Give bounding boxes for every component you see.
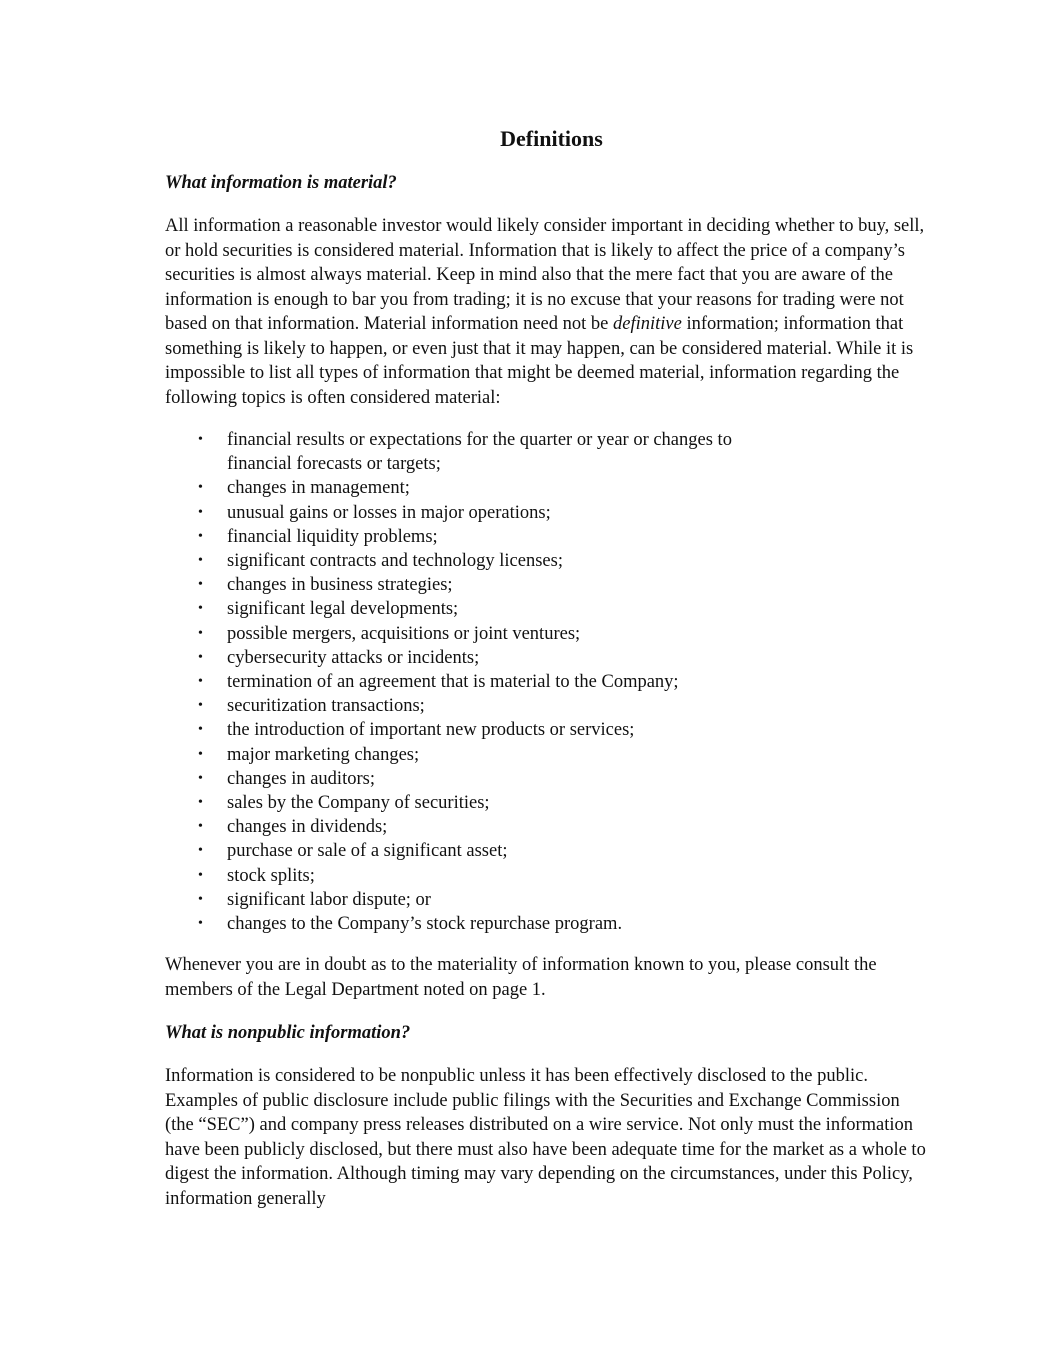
bullet-icon: • bbox=[198, 698, 203, 714]
list-item bbox=[165, 815, 930, 839]
list-item-text: changes in auditors; bbox=[227, 768, 375, 789]
bullet-icon: • bbox=[198, 819, 203, 835]
list-item bbox=[165, 646, 930, 670]
list-item-text: possible mergers, acquisitions or joint ventures; bbox=[227, 623, 581, 644]
bullet-icon: • bbox=[198, 504, 203, 520]
bullet-icon: • bbox=[198, 843, 203, 859]
list-item-text: cybersecurity attacks or incidents; bbox=[227, 647, 480, 668]
list-item-text: changes to the Company’s stock repurchase program. bbox=[227, 914, 623, 935]
list-item-text: significant labor dispute; or bbox=[227, 889, 431, 910]
paragraph-material-definition bbox=[165, 214, 930, 410]
list-item bbox=[165, 791, 930, 815]
list-item-text: significant legal developments; bbox=[227, 599, 459, 620]
list-item bbox=[165, 839, 930, 863]
paragraph-doubt-guidance: Whenever you are in doubt as to the materiality of information known to you, please consult the members of the Legal Department noted on page 1. bbox=[165, 955, 877, 1000]
list-item bbox=[165, 694, 930, 718]
list-item-text: termination of an agreement that is material to the Company; bbox=[227, 672, 679, 693]
list-item bbox=[165, 549, 930, 573]
list-item bbox=[165, 622, 930, 646]
list-item-text: changes in business strategies; bbox=[227, 575, 453, 596]
list-item bbox=[165, 718, 930, 742]
list-item bbox=[165, 743, 930, 767]
paragraph-nonpublic-definition: Information is considered to be nonpublic unless it has been effectively disclosed to the public. Examples of public disclosure include public filings with the Securities and Exchange Commission (the “SEC”) and company press releases distributed on a wire service. Not only must the information have been publicly disclosed, but there must also have been adequate time for the market as a whole to digest the information. Although timing may vary depending on the circumstances, under this Policy, information generally bbox=[165, 1066, 926, 1209]
list-item bbox=[165, 525, 930, 549]
list-item-text: the introduction of important new products or services; bbox=[227, 720, 635, 741]
list-item bbox=[165, 476, 930, 500]
list-item-text: major marketing changes; bbox=[227, 744, 420, 765]
bullet-icon: • bbox=[198, 480, 203, 496]
bullet-icon: • bbox=[198, 649, 203, 665]
list-item bbox=[165, 597, 930, 621]
list-item-text: changes in dividends; bbox=[227, 817, 388, 838]
section-heading-nonpublic: What is nonpublic information? bbox=[165, 1023, 411, 1044]
list-item bbox=[165, 670, 930, 694]
material-topics-list bbox=[165, 428, 930, 936]
paragraph-lead-text: All information a reasonable investor would likely consider important in deciding whether to buy, sell, or hold securities is considered material. Information that is likely to affect the price of a company’s securities is almost always material. Keep in mind also that the mere fact that you are aware of the information is enough to bar you from trading; it is no excuse that your reasons for trading were not based on that information. Material information need not be bbox=[165, 216, 925, 334]
bullet-icon: • bbox=[198, 891, 203, 907]
list-item-text: financial liquidity problems; bbox=[227, 526, 438, 547]
bullet-icon: • bbox=[198, 432, 203, 447]
list-item bbox=[165, 864, 930, 888]
emphasis-definitive: definitive bbox=[612, 314, 682, 334]
list-item-text: sales by the Company of securities; bbox=[227, 793, 490, 814]
section-heading-material: What information is material? bbox=[165, 173, 397, 193]
bullet-icon: • bbox=[198, 746, 203, 762]
list-item bbox=[165, 501, 930, 525]
list-item-text: unusual gains or losses in major operations; bbox=[227, 502, 551, 523]
bullet-icon: • bbox=[198, 674, 203, 690]
list-item-text: purchase or sale of a significant asset; bbox=[227, 841, 508, 862]
list-item-text: stock splits; bbox=[227, 865, 315, 886]
list-item-text: significant contracts and technology licenses; bbox=[227, 551, 563, 572]
list-item bbox=[165, 573, 930, 597]
paragraph-tail-text: information; information that something is likely to happen, or even just that it may happen, can be considered material. While it is impossible to list all types of information that might be deemed material, information regarding the following topics is often considered material: bbox=[165, 314, 914, 408]
bullet-icon: • bbox=[198, 553, 203, 569]
list-item bbox=[165, 767, 930, 791]
bullet-icon: • bbox=[198, 867, 203, 883]
bullet-icon: • bbox=[198, 916, 203, 932]
list-item-text: securitization transactions; bbox=[227, 696, 425, 717]
list-item-text: financial results or expectations for the quarter or year or changes to financial forecasts or targets; bbox=[227, 430, 732, 475]
page-title: Definitions bbox=[500, 126, 603, 151]
page-content bbox=[165, 124, 930, 1211]
bullet-icon: • bbox=[198, 795, 203, 811]
bullet-icon: • bbox=[198, 528, 203, 544]
list-item bbox=[165, 428, 930, 476]
bullet-icon: • bbox=[198, 577, 203, 593]
list-item-text: changes in management; bbox=[227, 478, 410, 499]
bullet-icon: • bbox=[198, 770, 203, 786]
bullet-icon: • bbox=[198, 601, 203, 617]
list-item bbox=[165, 912, 930, 936]
list-item bbox=[165, 888, 930, 912]
bullet-icon: • bbox=[198, 625, 203, 641]
bullet-icon: • bbox=[198, 722, 203, 738]
